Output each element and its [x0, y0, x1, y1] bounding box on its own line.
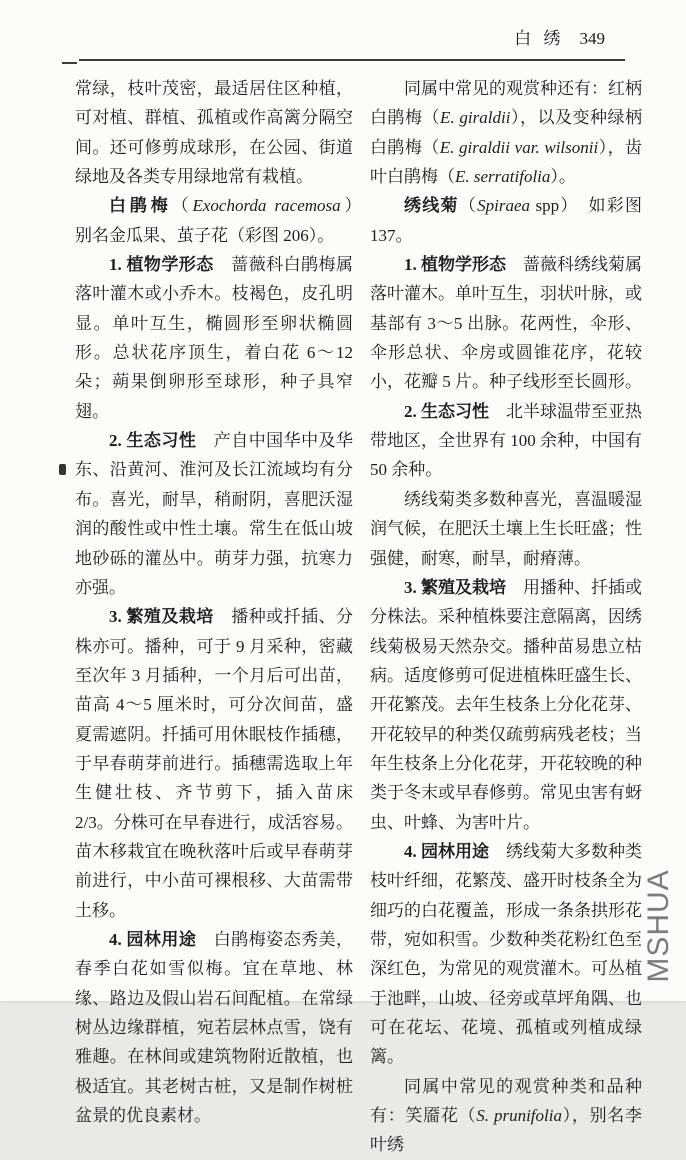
text-run: spp） 如彩图 137。	[370, 196, 643, 245]
latin-name: Exochorda racemosa	[192, 196, 341, 216]
species-name: 白鹃梅	[109, 196, 172, 216]
paragraph-cultivars	[370, 1072, 642, 1160]
running-head-title: 白 绣	[514, 29, 565, 48]
section-label: 1. 植物学形态	[404, 255, 506, 275]
paragraph-related-species	[370, 74, 642, 191]
section-label: 1. 植物学形态	[109, 255, 214, 275]
text-run: 同属中常见的观赏种还有：红柄白鹃梅（	[370, 79, 642, 128]
paragraph-habit	[370, 485, 642, 573]
paragraph-continuation	[75, 74, 353, 191]
section-label: 2. 生态习性	[109, 431, 197, 451]
section-label: 3. 繁殖及栽培	[404, 577, 506, 597]
species-entry-exochorda	[75, 191, 371, 250]
text-run: 蔷薇科绣线菊属落叶灌木。单叶互生，羽状叶脉，或基部有 3～5 出脉。花两性，伞形、伞形总状、伞房或圆锥花序，花较小，花瓣 5 片。种子线形至长圆形。	[370, 255, 642, 392]
text-run: ） 别名金瓜果、茧子花（彩图 206）。	[75, 196, 371, 245]
section-ecology-left	[75, 426, 353, 602]
latin-name: Spiraea	[477, 196, 530, 216]
text-run: 播种或扦插、分株亦可。播种，可于 9 月采种，密藏至次年 3 月插种，一个月后可出苗，苗高 4～5 厘米时，可分次间苗，盛夏需遮阴。扦插可用休眠枝作插穗，于早春萌芽前进行。插穗需选取上年生健壮枝、齐节剪下，插入苗床 2/3。分株可在早春进行，成活容易。苗木移栽宜在晚秋落叶后或早春萌芽前进行，中小苗可裸根移、大苗需带土移。	[75, 607, 354, 920]
species-name: 绣线菊	[404, 196, 459, 216]
section-landscape-right	[370, 837, 642, 1072]
text-run: （	[458, 196, 478, 216]
section-label: 4. 园林用途	[109, 929, 197, 949]
section-label: 3. 繁殖及栽培	[109, 607, 214, 627]
text-run: （	[171, 196, 193, 216]
section-label: 2. 生态习性	[404, 401, 489, 421]
text-columns	[75, 74, 643, 1155]
species-entry-spiraea	[370, 191, 642, 250]
section-landscape-left	[75, 925, 353, 1130]
header-rule	[79, 59, 625, 61]
text-run: 北半球温带至亚热带地区，全世界有 100 余种，中国有 50 余种。	[370, 401, 642, 480]
section-propagation-left	[75, 602, 353, 925]
latin-name: S. prunifolia	[476, 1106, 562, 1126]
text-run: 用播种、扦插或分株法。采种植株要注意隔离，因绣线菊极易天然杂交。播种苗易患立枯病。适度修剪可促进植株旺盛生长、开花繁茂。去年生枝条上分化花芽、开花较早的种类仅疏剪病残老枝；当年生枝条上分化花芽，开花较晚的种类于冬末或早春修剪。常见虫害有蚜虫、叶蜂、为害叶片。	[370, 577, 642, 832]
page-number: 349	[579, 29, 605, 48]
text-run: 同属中常见的观赏种类和品种有：笑靥花（	[370, 1076, 642, 1126]
running-head	[514, 24, 605, 49]
section-propagation-right	[370, 573, 642, 837]
header-rule-dash	[62, 62, 77, 64]
text-run: ）。	[550, 167, 576, 187]
watermark-text: MSHUA	[642, 869, 675, 983]
text-run: 产自中国华中及华东、沿黄河、淮河及长江流域均有分布。喜光，耐旱，稍耐阴，喜肥沃湿润的酸性或中性土壤。常生在低山坡地砂砾的灌丛中。萌芽力强，抗寒力亦强。	[75, 431, 354, 597]
text-run: 白鹃梅姿态秀美，春季白花如雪似梅。宜在草地、林缘、路边及假山岩石间配植。在常绿树丛边缘群植，宛若层林点雪，饶有雅趣。在林间或建筑物附近散植，也极适宜。其老树古桩，又是制作树桩盆景的优良素材。	[75, 929, 354, 1126]
text-run: 绣线菊大多数种类枝叶纤细，花繁茂、盛开时枝条全为细巧的白花覆盖，形成一条条拱形花带，宛如积雪。少数种类花粉红色至深红色，为常见的观赏灌木。可丛植于池畔，山坡、径旁或草坪角隅、也可在花坛、花境、孤植或列植成绿篱。	[370, 841, 642, 1067]
text-run: 绣线菊类多数种喜光，喜温暖湿润气候，在肥沃土壤上生长旺盛；性强健，耐寒，耐旱，耐瘠薄。	[370, 489, 642, 568]
text-run: 蔷薇科白鹃梅属落叶灌木或小乔木。枝褐色，皮孔明显。单叶互生，椭圆形至卵状椭圆形。总状花序顶生，着白花 6～12 朵；蒴果倒卵形至球形，种子具窄翅。	[75, 255, 354, 421]
section-botany-right	[370, 250, 642, 397]
text-run: ），以及变种绿柄白鹃梅（	[370, 108, 642, 157]
latin-name: E. giraldii var. wilsonii	[439, 137, 599, 157]
section-ecology-right	[370, 397, 642, 485]
latin-name: E. serratifolia	[455, 167, 551, 187]
scan-artifact	[59, 464, 66, 475]
section-botany-left	[75, 250, 353, 426]
text-run: 常绿，枝叶茂密，最适居住区种植，可对植、群植、孤植或作高篱分隔空间。还可修剪成球形，在公园、街道绿地及各类专用绿地常有栽植。	[75, 79, 353, 187]
left-column	[75, 74, 371, 1126]
section-label: 4. 园林用途	[404, 841, 489, 861]
text-run: ），别名李叶绣	[370, 1106, 643, 1155]
right-column	[370, 74, 643, 1155]
text-run: ），齿叶白鹃梅（	[370, 137, 642, 187]
latin-name: E. giraldii	[440, 108, 511, 128]
